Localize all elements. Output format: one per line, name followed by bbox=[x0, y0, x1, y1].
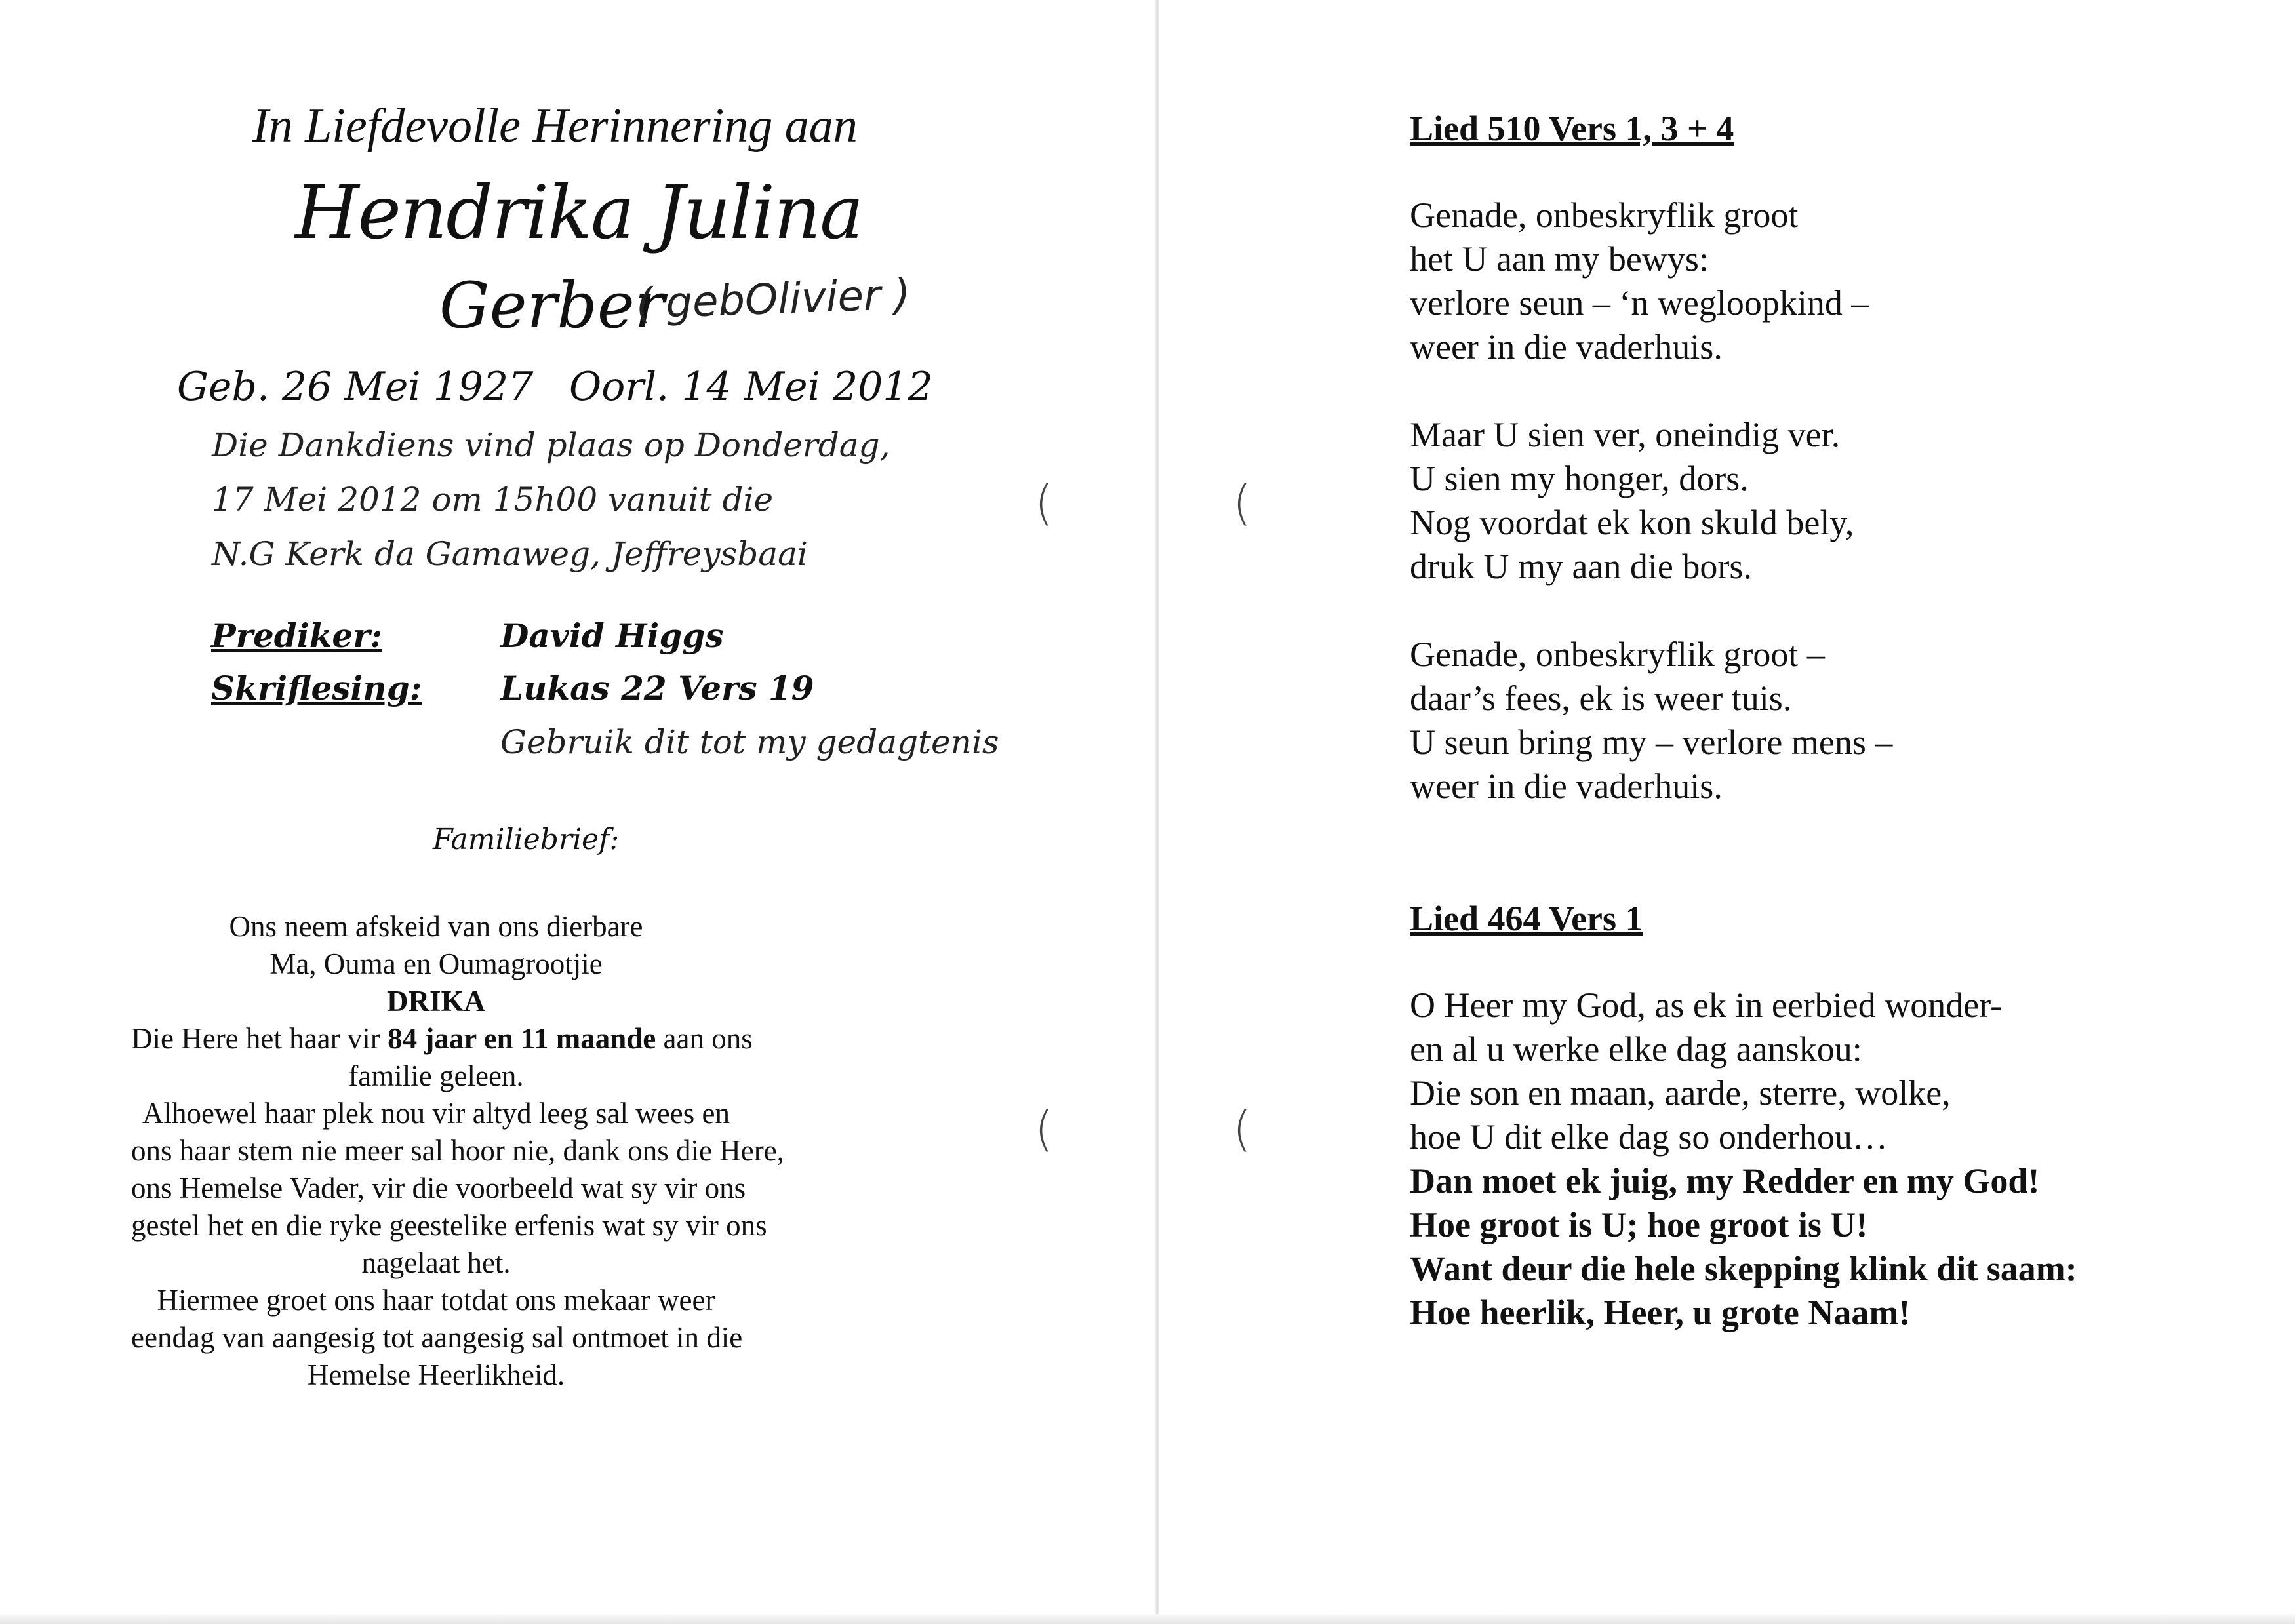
family-letter-heading: Familiebrief: bbox=[433, 823, 620, 856]
family-letter-line: Hemelse Heerlikheid. bbox=[307, 1358, 565, 1391]
deceased-first-names: Hendrika Julina bbox=[295, 170, 862, 256]
stanza-gap bbox=[1410, 369, 1892, 413]
scripture-label: Skriflesing: bbox=[211, 669, 422, 707]
family-letter-line: Ma, Ouma en Oumagrootjie bbox=[269, 947, 603, 980]
hymn-title: Lied 464 Vers 1 bbox=[1410, 899, 1643, 938]
family-letter-nickname: DRIKA bbox=[386, 985, 485, 1018]
service-line-1: Die Dankdiens vind plaas op Donderdag, bbox=[212, 426, 890, 464]
verse-line: en al u werke elke dag aanskou: bbox=[1410, 1029, 1862, 1069]
refrain-line: Dan moet ek juig, my Redder en my God! bbox=[1410, 1161, 2040, 1200]
family-letter-text: aan ons bbox=[656, 1022, 753, 1055]
family-letter-age: 84 jaar en 11 maande bbox=[388, 1022, 656, 1055]
preacher-name: David Higgs bbox=[500, 616, 724, 655]
scan-bottom-edge bbox=[0, 1614, 2295, 1624]
refrain-line: Hoe heerlik, Heer, u grote Naam! bbox=[1410, 1293, 1911, 1332]
verse-line: O Heer my God, as ek in eerbied wonder- bbox=[1410, 985, 2003, 1025]
scripture-text: Gebruik dit tot my gedagtenis bbox=[500, 723, 999, 761]
family-letter-line: familie geleen. bbox=[348, 1060, 524, 1092]
verse-line: druk U my aan die bors. bbox=[1410, 547, 1752, 586]
verse-line: Genade, onbeskryflik groot bbox=[1410, 195, 1799, 235]
hymn-510-verses bbox=[1410, 193, 1892, 808]
family-letter-line: gestel het en die ryke geestelike erfenis wat sy vir ons bbox=[131, 1209, 767, 1242]
verse-line: U seun bring my – verlore mens – bbox=[1410, 723, 1893, 762]
death-date: Oorl. 14 Mei 2012 bbox=[569, 364, 933, 410]
service-line-3: N.G Kerk da Gamaweg, Jeffreysbaai bbox=[212, 535, 808, 573]
family-letter-line: Alhoewel haar plek nou vir altyd leeg sal wees en bbox=[142, 1097, 730, 1130]
punch-hole-mark: ( bbox=[1035, 475, 1054, 530]
dedication-line: In Liefdevolle Herinnering aan bbox=[252, 99, 858, 153]
verse-line: Maar U sien ver, oneindig ver. bbox=[1410, 415, 1841, 454]
refrain-line: Want deur die hele skepping klink dit saam: bbox=[1410, 1249, 2077, 1288]
scripture-reference: Lukas 22 Vers 19 bbox=[500, 669, 814, 707]
refrain-line: Hoe groot is U; hoe groot is U! bbox=[1410, 1205, 1868, 1244]
preacher-label: Prediker: bbox=[211, 616, 382, 655]
verse-line: daar’s fees, ek is weer tuis. bbox=[1410, 679, 1792, 718]
verse-line: verlore seun – ‘n wegloopkind – bbox=[1410, 283, 1869, 323]
punch-hole-mark: ( bbox=[1233, 1101, 1252, 1157]
birth-date: Geb. 26 Mei 1927 bbox=[177, 364, 534, 410]
center-fold bbox=[1155, 0, 1159, 1624]
handwritten-maiden-name: ( gebOlivier ) bbox=[635, 270, 911, 329]
deceased-surname: Gerber bbox=[439, 269, 665, 342]
stanza-gap bbox=[1410, 589, 1892, 633]
verse-line: Die son en maan, aarde, sterre, wolke, bbox=[1410, 1073, 1951, 1113]
hymn-title: Lied 510 Vers 1, 3 + 4 bbox=[1410, 109, 1734, 148]
family-letter-line: nagelaat het. bbox=[361, 1246, 511, 1279]
family-letter-line: Hiermee groet ons haar totdat ons mekaar weer bbox=[157, 1284, 715, 1317]
punch-hole-mark: ( bbox=[1233, 475, 1252, 530]
verse-line: Nog voordat ek kon skuld bely, bbox=[1410, 503, 1854, 542]
service-line-2: 17 Mei 2012 om 15h00 vanuit die bbox=[212, 481, 774, 519]
verse-line: het U aan my bewys: bbox=[1410, 239, 1709, 279]
family-letter-line: eendag van aangesig tot aangesig sal ontmoet in die bbox=[131, 1321, 743, 1354]
family-letter-text: Die Here het haar vir bbox=[131, 1022, 388, 1055]
verse-line: U sien my honger, dors. bbox=[1410, 459, 1749, 498]
family-letter-line: ons Hemelse Vader, vir die voorbeeld wat sy vir ons bbox=[131, 1172, 746, 1204]
verse-line: Genade, onbeskryflik groot – bbox=[1410, 635, 1825, 674]
verse-line: hoe U dit elke dag so onderhou… bbox=[1410, 1117, 1888, 1157]
family-letter-line: ons haar stem nie meer sal hoor nie, dank ons die Here, bbox=[131, 1134, 784, 1167]
hymn-464-verses bbox=[1410, 983, 2077, 1335]
verse-line: weer in die vaderhuis. bbox=[1410, 327, 1723, 366]
family-letter-line: Ons neem afskeid van ons dierbare bbox=[229, 910, 643, 943]
family-letter bbox=[131, 908, 784, 1394]
verse-line: weer in die vaderhuis. bbox=[1410, 766, 1723, 806]
punch-hole-mark: ( bbox=[1035, 1101, 1054, 1157]
family-letter-line bbox=[131, 1020, 753, 1058]
